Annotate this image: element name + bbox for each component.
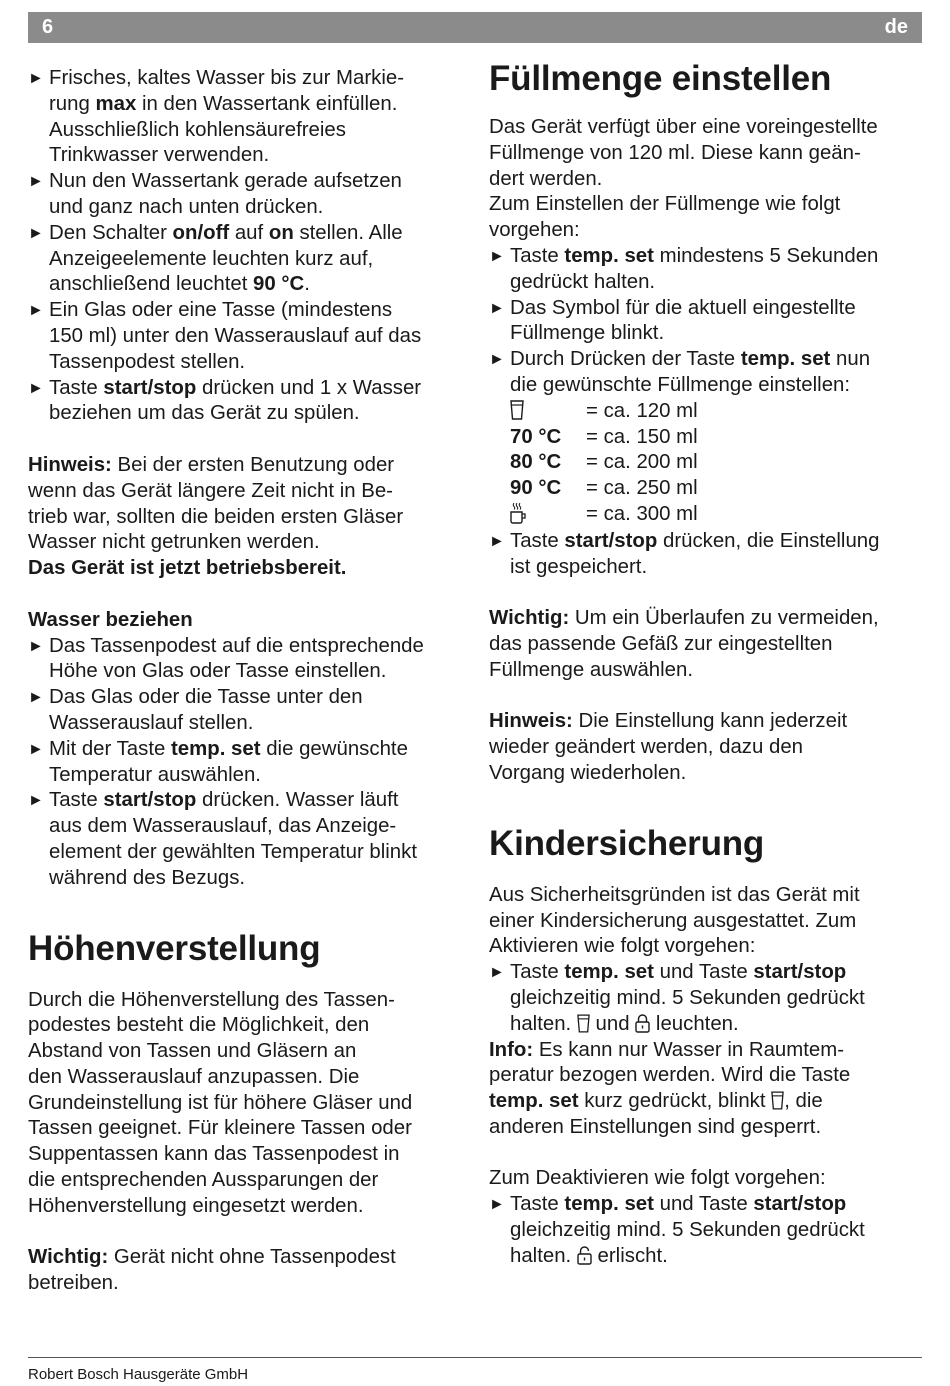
unlock-icon bbox=[577, 1245, 592, 1267]
arrow-bullet-icon: ► bbox=[489, 299, 505, 317]
page-number: 6 bbox=[42, 16, 54, 38]
hinweis-paragraph: Hinweis: Die Einstellung kann jederzeit wieder geändert werden, dazu den Vorgang wiederholen. bbox=[489, 710, 848, 784]
list-item: ► Taste start/stop drücken, die Einstellung ist gespeichert. bbox=[489, 529, 880, 578]
wichtig-paragraph: Wichtig: Gerät nicht ohne Tassenpodest betreiben. bbox=[28, 1246, 396, 1295]
right-column bbox=[489, 58, 929, 1270]
wasser-heading: Wasser beziehen bbox=[28, 608, 193, 631]
list-item: ► Taste start/stop drücken. Wasser läuft aus dem Wasserauslauf, das Anzeige- element der gewählten Temperatur blinkt während des Bezugs. bbox=[28, 789, 417, 889]
arrow-bullet-icon: ► bbox=[28, 689, 44, 707]
arrow-bullet-icon: ► bbox=[28, 379, 44, 397]
hoehen-paragraph: Durch die Höhenverstellung des Tassen- podestes besteht die Möglichkeit, den Abstand von Tassen und Gläsern an den Wasserauslauf anzupassen. Die Grundeinstellung ist für höhere Gläser und Tassen geeignet. Für kleinere Tassen oder Suppentassen kann das Tassenpodest in die entsprechenden Aussparungen der Höhenverstellung eingesetzt werden. bbox=[28, 988, 413, 1217]
fill-value: = ca. 150 ml bbox=[586, 425, 698, 448]
glass-icon bbox=[510, 399, 586, 425]
lock-icon bbox=[635, 1013, 650, 1035]
list-item: ► Das Tassenpodest auf die entsprechende Höhe von Glas oder Tasse einstellen. bbox=[28, 634, 424, 683]
kinder-intro: Aus Sicherheitsgründen ist das Gerät mit einer Kindersicherung ausgestattet. Zum Aktivieren wie folgt vorgehen: bbox=[489, 883, 860, 958]
list-item: ► Frisches, kaltes Wasser bis zur Markie- rung max in den Wassertank einfüllen. Ausschließlich kohlensäurefreies Trinkwasser verwenden. bbox=[28, 67, 405, 167]
arrow-bullet-icon: ► bbox=[489, 532, 505, 550]
hot-cup-icon bbox=[510, 502, 586, 529]
list-item: ► Das Glas oder die Tasse unter den Wasserauslauf stellen. bbox=[28, 686, 363, 734]
list-item: ► Den Schalter on/off auf on stellen. Alle Anzeigeelemente leuchten kurz auf, anschließend leuchtet 90 °C. bbox=[28, 221, 403, 296]
arrow-bullet-icon: ► bbox=[489, 247, 505, 265]
fill-amount-table bbox=[489, 399, 929, 529]
list-item: ► Taste temp. set und Taste start/stop gleichzeitig mind. 5 Sekunden gedrückt halten. erlischt. bbox=[489, 1193, 865, 1267]
hoehen-heading: Höhenverstellung bbox=[28, 928, 321, 968]
footer-company: Robert Bosch Hausgeräte GmbH bbox=[28, 1366, 249, 1383]
left-column bbox=[28, 66, 468, 1297]
hinweis-paragraph: Hinweis: Bei der ersten Benutzung oder wenn das Gerät längere Zeit nicht in Be- trieb war, sollten die beiden ersten Gläser Wasser nicht getrunken werden. Das Gerät ist jetzt betriebsbereit. bbox=[28, 453, 404, 580]
list-item: ► Taste start/stop drücken und 1 x Wasser beziehen um das Gerät zu spülen. bbox=[28, 376, 422, 425]
deakt-intro: Zum Deaktivieren wie folgt vorgehen: bbox=[489, 1167, 826, 1190]
fill-key: 80 °C bbox=[510, 451, 562, 474]
fill-value: = ca. 120 ml bbox=[586, 399, 698, 422]
arrow-bullet-icon: ► bbox=[489, 351, 505, 369]
fuell-intro: Das Gerät verfügt über eine voreingestellte Füllmenge von 120 ml. Diese kann geän- dert werden. Zum Einstellen der Füllmenge wie folgt vorgehen: bbox=[489, 116, 878, 242]
fill-value: = ca. 300 ml bbox=[586, 502, 698, 525]
arrow-bullet-icon: ► bbox=[489, 964, 505, 982]
language-code: de bbox=[884, 16, 908, 38]
glass-icon bbox=[577, 1013, 590, 1035]
fill-key: 70 °C bbox=[510, 425, 562, 448]
page-header-bar bbox=[28, 12, 922, 43]
footer-divider bbox=[28, 1357, 922, 1358]
list-item: ► Das Symbol für die aktuell eingestellte Füllmenge blinkt. bbox=[489, 296, 856, 345]
arrow-bullet-icon: ► bbox=[28, 302, 44, 320]
arrow-bullet-icon: ► bbox=[28, 740, 44, 758]
list-item: ► Taste temp. set und Taste start/stop gleichzeitig mind. 5 Sekunden gedrückt halten. und leuchten. bbox=[489, 961, 865, 1035]
glass-icon bbox=[771, 1090, 784, 1112]
list-item: ► Mit der Taste temp. set die gewünschte Temperatur auswählen. bbox=[28, 737, 408, 786]
list-item: ► Ein Glas oder eine Tasse (mindestens 150 ml) unter den Wasserauslauf auf das Tassenpodest stellen. bbox=[28, 299, 422, 373]
fill-key: 90 °C bbox=[510, 477, 562, 500]
arrow-bullet-icon: ► bbox=[28, 173, 44, 191]
kinder-heading: Kindersicherung bbox=[489, 823, 765, 863]
info-paragraph: Info: Es kann nur Wasser in Raumtem- peratur bezogen werden. Wird die Taste temp. set kurz gedrückt, blinkt , die anderen Einstellungen sind gesperrt. bbox=[489, 1038, 851, 1138]
arrow-bullet-icon: ► bbox=[28, 637, 44, 655]
arrow-bullet-icon: ► bbox=[28, 792, 44, 810]
fill-value: = ca. 200 ml bbox=[586, 451, 698, 474]
arrow-bullet-icon: ► bbox=[28, 70, 44, 87]
list-item: ► Taste temp. set mindestens 5 Sekunden gedrückt halten. bbox=[489, 244, 879, 293]
wichtig-paragraph: Wichtig: Um ein Überlaufen zu vermeiden, das passende Gefäß zur eingestellten Füllmenge auswählen. bbox=[489, 607, 879, 681]
list-item: ► Nun den Wassertank gerade aufsetzen und ganz nach unten drücken. bbox=[28, 170, 402, 218]
ready-note: Das Gerät ist jetzt betriebsbereit. bbox=[28, 557, 347, 580]
list-item: ► Durch Drücken der Taste temp. set nun die gewünschte Füllmenge einstellen: bbox=[489, 348, 871, 396]
fuell-heading: Füllmenge einstellen bbox=[489, 59, 832, 98]
arrow-bullet-icon: ► bbox=[28, 224, 44, 242]
fill-value: = ca. 250 ml bbox=[586, 477, 698, 500]
arrow-bullet-icon: ► bbox=[489, 1196, 505, 1214]
